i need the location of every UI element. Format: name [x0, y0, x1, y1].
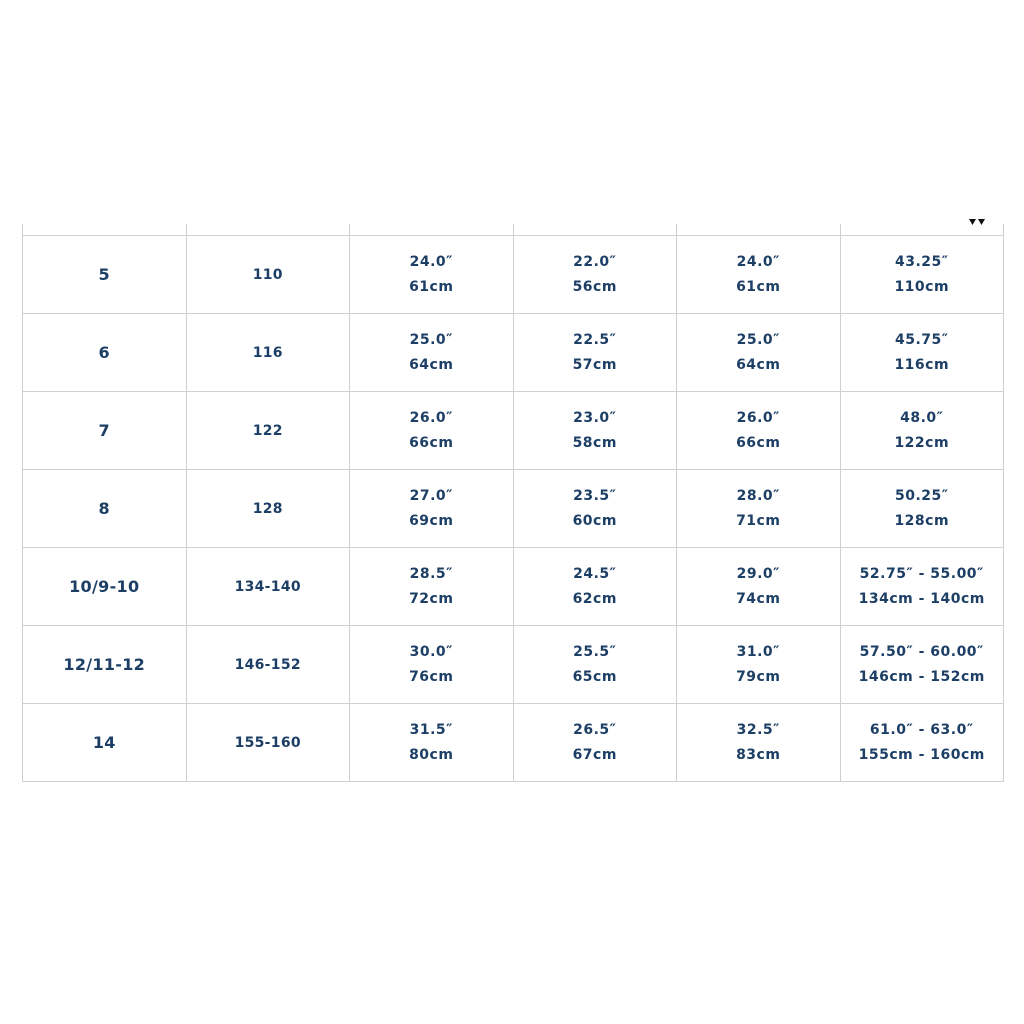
measurement-2 — [513, 392, 677, 470]
value-cm: 128cm — [894, 512, 950, 529]
value-cm: 71cm — [736, 512, 781, 529]
value-cm: 83cm — [736, 746, 781, 763]
height-cm: 146-152 — [186, 626, 350, 704]
size-label: 6 — [23, 314, 187, 392]
value-cm: 60cm — [572, 512, 617, 529]
value-cm: 64cm — [736, 356, 781, 373]
size-label: 5 — [23, 236, 187, 314]
value-inches: 26.5″ — [573, 721, 617, 738]
height-cm: 134-140 — [186, 548, 350, 626]
measurement-3 — [677, 548, 841, 626]
sort-arrows-icon[interactable] — [968, 218, 986, 226]
measurement-3 — [677, 626, 841, 704]
value-inches: 23.0″ — [573, 409, 617, 426]
measurement-1 — [350, 236, 514, 314]
value-inches: 25.0″ — [736, 331, 780, 348]
measurement-3 — [677, 704, 841, 782]
value-cm: 69cm — [409, 512, 454, 529]
size-chart-table — [22, 224, 1004, 782]
value-inches: 29.0″ — [736, 565, 780, 582]
measurement-3 — [677, 236, 841, 314]
value-cm: 61cm — [409, 278, 454, 295]
value-cm: 72cm — [409, 590, 454, 607]
height-cm: 122 — [186, 392, 350, 470]
value-inches: 32.5″ — [736, 721, 780, 738]
measurement-2 — [513, 548, 677, 626]
value-cm: 57cm — [572, 356, 617, 373]
value-inches: 24.0″ — [736, 253, 780, 270]
measurement-1 — [350, 548, 514, 626]
value-cm: 65cm — [572, 668, 617, 685]
value-inches: 26.0″ — [736, 409, 780, 426]
value-inches: 50.25″ — [894, 487, 949, 504]
size-label: 10/9-10 — [23, 548, 187, 626]
table-row — [23, 236, 1004, 314]
size-label: 8 — [23, 470, 187, 548]
header-cell — [840, 224, 1004, 236]
measurement-2 — [513, 704, 677, 782]
value-inches: 26.0″ — [409, 409, 453, 426]
measurement-4 — [840, 314, 1004, 392]
measurement-4 — [840, 626, 1004, 704]
value-inches: 28.5″ — [409, 565, 453, 582]
value-inches: 22.5″ — [573, 331, 617, 348]
value-inches: 31.0″ — [736, 643, 780, 660]
value-inches: 27.0″ — [409, 487, 453, 504]
value-cm: 58cm — [572, 434, 617, 451]
value-cm: 61cm — [736, 278, 781, 295]
header-cell — [350, 224, 514, 236]
height-cm: 110 — [186, 236, 350, 314]
value-inches: 23.5″ — [573, 487, 617, 504]
value-cm: 56cm — [572, 278, 617, 295]
size-label: 7 — [23, 392, 187, 470]
measurement-1 — [350, 470, 514, 548]
table-row — [23, 704, 1004, 782]
measurement-2 — [513, 314, 677, 392]
value-inches: 57.50″ - 60.00″ — [859, 643, 984, 660]
measurement-4 — [840, 548, 1004, 626]
value-inches: 24.0″ — [409, 253, 453, 270]
value-cm: 122cm — [894, 434, 950, 451]
value-cm: 74cm — [736, 590, 781, 607]
value-cm: 79cm — [736, 668, 781, 685]
measurement-2 — [513, 470, 677, 548]
value-cm: 134cm - 140cm — [858, 590, 985, 607]
value-inches: 45.75″ — [894, 331, 949, 348]
value-cm: 155cm - 160cm — [858, 746, 985, 763]
value-inches: 24.5″ — [573, 565, 617, 582]
measurement-3 — [677, 314, 841, 392]
height-cm: 128 — [186, 470, 350, 548]
value-inches: 25.5″ — [573, 643, 617, 660]
value-cm: 76cm — [409, 668, 454, 685]
value-cm: 62cm — [572, 590, 617, 607]
value-cm: 66cm — [736, 434, 781, 451]
header-cell — [23, 224, 187, 236]
value-cm: 116cm — [894, 356, 950, 373]
height-cm: 155-160 — [186, 704, 350, 782]
measurement-1 — [350, 626, 514, 704]
measurement-4 — [840, 704, 1004, 782]
table-row — [23, 626, 1004, 704]
value-inches: 61.0″ - 63.0″ — [869, 721, 974, 738]
measurement-3 — [677, 470, 841, 548]
value-inches: 25.0″ — [409, 331, 453, 348]
value-cm: 66cm — [409, 434, 454, 451]
value-inches: 52.75″ - 55.00″ — [859, 565, 984, 582]
measurement-4 — [840, 470, 1004, 548]
value-inches: 28.0″ — [736, 487, 780, 504]
measurement-1 — [350, 314, 514, 392]
measurement-2 — [513, 236, 677, 314]
table-row — [23, 392, 1004, 470]
table-row — [23, 314, 1004, 392]
size-label: 14 — [23, 704, 187, 782]
header-cell — [513, 224, 677, 236]
size-label: 12/11-12 — [23, 626, 187, 704]
table-header-strip — [23, 224, 1004, 236]
value-cm: 110cm — [894, 278, 950, 295]
measurement-3 — [677, 392, 841, 470]
measurement-1 — [350, 392, 514, 470]
value-cm: 67cm — [572, 746, 617, 763]
table-row — [23, 470, 1004, 548]
value-inches: 22.0″ — [573, 253, 617, 270]
measurement-1 — [350, 704, 514, 782]
header-cell — [186, 224, 350, 236]
table-row — [23, 548, 1004, 626]
value-cm: 64cm — [409, 356, 454, 373]
value-inches: 48.0″ — [900, 409, 944, 426]
value-inches: 43.25″ — [894, 253, 949, 270]
measurement-2 — [513, 626, 677, 704]
measurement-4 — [840, 236, 1004, 314]
measurement-4 — [840, 392, 1004, 470]
height-cm: 116 — [186, 314, 350, 392]
value-inches: 31.5″ — [409, 721, 453, 738]
value-cm: 146cm - 152cm — [858, 668, 985, 685]
value-cm: 80cm — [409, 746, 454, 763]
header-cell — [677, 224, 841, 236]
value-inches: 30.0″ — [409, 643, 453, 660]
